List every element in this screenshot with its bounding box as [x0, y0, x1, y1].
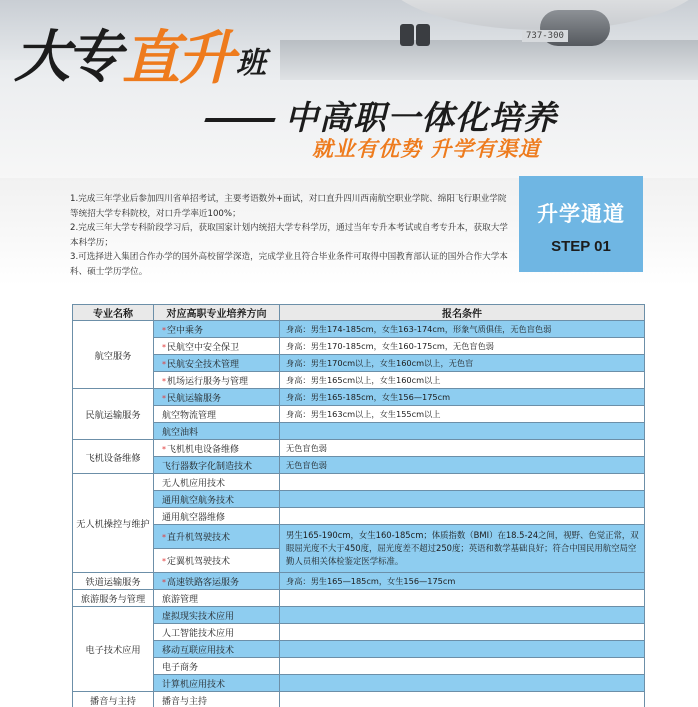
table-row [73, 372, 645, 389]
condition-cell: 身高：男生163cm以上，女生155cm以上 [280, 406, 645, 423]
badge-title: 升学通道 [537, 202, 625, 226]
major-cell [154, 508, 280, 525]
major-cell [154, 624, 280, 641]
pathway-badge [519, 176, 643, 272]
condition-cell [280, 508, 645, 525]
major-cell [154, 389, 280, 406]
condition-cell: 身高：男生165cm以上，女生160cm以上 [280, 372, 645, 389]
condition-cell [280, 675, 645, 692]
featured-star-icon: * [162, 359, 166, 369]
featured-star-icon: * [162, 376, 166, 386]
slogan: 就业有优势 升学有渠道 [312, 137, 541, 161]
major-name: 无人机应用技术 [162, 478, 226, 489]
major-name: 通用航空航务技术 [162, 495, 235, 506]
badge-step: STEP 01 [551, 238, 611, 255]
condition-cell [280, 491, 645, 508]
major-name: 播音与主持 [162, 696, 208, 707]
table-row [73, 573, 645, 590]
hero-banner [0, 0, 698, 180]
featured-star-icon: * [162, 557, 166, 566]
table-row [73, 423, 645, 440]
col-header-conditions: 报名条件 [280, 305, 645, 321]
major-cell [154, 573, 280, 590]
category-cell: 无人机操控与维护 [73, 474, 154, 573]
major-name: 电子商务 [162, 662, 199, 673]
runway-background [280, 40, 698, 80]
major-name: 空中乘务 [167, 325, 204, 336]
condition-cell [280, 692, 645, 707]
majors-table [72, 304, 645, 707]
major-name: 民航运输服务 [167, 393, 222, 404]
table-row [73, 406, 645, 423]
major-name: 直升机驾驶技术 [167, 533, 231, 543]
title-part-orange: 直升 [122, 24, 233, 92]
col-header-major: 专业名称 [73, 305, 154, 321]
intro-line: 1.完成三年学业后参加四川省单招考试，主要考语数外+面试，对口直升四川西南航空职业学院、绵阳飞行职业学院等统招大学专科院校，对口升学率近100%； [70, 194, 507, 219]
featured-star-icon: * [162, 444, 166, 454]
featured-star-icon: * [162, 342, 166, 352]
condition-cell: 身高：男生170cm以上，女生160cm以上，无色盲 [280, 355, 645, 372]
table-row [73, 491, 645, 508]
major-name: 民航安全技术管理 [167, 359, 240, 370]
major-cell [154, 549, 280, 573]
title-part-small: 班 [236, 46, 267, 81]
major-cell [154, 355, 280, 372]
table-row [73, 457, 645, 474]
plane-registration-tag: 737-300 [522, 30, 568, 42]
intro-line: 3.可选择进入集团合作办学的国外高校留学深造，完成学业且符合毕业条件可取得中国教育部认证的国外合作大学本科、硕士学历学位。 [70, 252, 508, 277]
title-part-black: 大专 [14, 25, 118, 90]
condition-cell: 无色盲色弱 [280, 457, 645, 474]
table-row [73, 525, 645, 549]
intro-text [70, 192, 510, 279]
table-row [73, 624, 645, 641]
major-cell [154, 641, 280, 658]
major-name: 虚拟现实技术应用 [162, 611, 235, 622]
featured-star-icon: * [162, 325, 166, 335]
table-row [73, 338, 645, 355]
table-row [73, 607, 645, 624]
major-cell [154, 321, 280, 338]
condition-cell [280, 658, 645, 675]
major-name: 飞机机电设备维修 [167, 444, 240, 455]
major-cell [154, 590, 280, 607]
table-row [73, 641, 645, 658]
table-body [73, 321, 645, 707]
major-cell [154, 525, 280, 549]
category-cell: 旅游服务与管理 [73, 590, 154, 607]
condition-cell [280, 607, 645, 624]
featured-star-icon: * [162, 577, 166, 587]
page-title [14, 24, 267, 92]
condition-cell [280, 423, 645, 440]
condition-cell: 男生165-190cm，女生160-185cm；体质指数（BMI）在18.5-24之间，视野、色觉正常，双眼屈光度不大于450度，屈光度差不超过250度；英语和数学基础良好；符合中国民用航空局空勤人员相关体检鉴定医学标准。 [280, 525, 645, 573]
subtitle: 中高职一体化培养 [285, 98, 557, 137]
table-row [73, 474, 645, 491]
major-name: 机场运行服务与管理 [167, 376, 249, 387]
major-name: 旅游管理 [162, 594, 199, 605]
major-cell [154, 607, 280, 624]
table-row [73, 658, 645, 675]
major-cell [154, 440, 280, 457]
condition-cell: 身高：男生174-185cm，女生163-174cm，形象气质俱佳，无色盲色弱 [280, 321, 645, 338]
table-row [73, 675, 645, 692]
condition-cell [280, 474, 645, 491]
major-name: 定翼机驾驶技术 [167, 557, 231, 567]
table-row [73, 590, 645, 607]
category-cell: 飞机设备维修 [73, 440, 154, 474]
major-name: 飞行器数字化制造技术 [162, 461, 253, 472]
table-row [73, 321, 645, 338]
major-cell [154, 338, 280, 355]
major-name: 人工智能技术应用 [162, 628, 235, 639]
condition-cell [280, 624, 645, 641]
landing-gear-image [400, 24, 414, 46]
subtitle-dash [204, 118, 275, 122]
category-cell: 民航运输服务 [73, 389, 154, 440]
condition-cell: 身高：男生165-185cm，女生156—175cm [280, 389, 645, 406]
table-row [73, 440, 645, 457]
featured-star-icon: * [162, 533, 166, 542]
major-name: 移动互联应用技术 [162, 645, 235, 656]
table-row [73, 508, 645, 525]
major-cell [154, 474, 280, 491]
condition-cell: 身高：男生170-185cm，女生160-175cm，无色盲色弱 [280, 338, 645, 355]
condition-cell [280, 641, 645, 658]
condition-cell [280, 590, 645, 607]
table-row [73, 692, 645, 707]
featured-star-icon: * [162, 393, 166, 403]
condition-cell: 无色盲色弱 [280, 440, 645, 457]
intro-line: 2.完成三年大学专科阶段学习后，获取国家计划内统招大学专科学历，通过当年专升本考试或自考专升本，获取大学本科学历； [70, 223, 508, 248]
major-name: 航空油料 [162, 427, 199, 438]
category-cell: 播音与主持 [73, 692, 154, 707]
table-row [73, 355, 645, 372]
major-cell [154, 675, 280, 692]
major-cell [154, 491, 280, 508]
major-name: 民航空中安全保卫 [167, 342, 240, 353]
major-cell [154, 406, 280, 423]
category-cell: 电子技术应用 [73, 607, 154, 692]
major-cell [154, 692, 280, 707]
major-name: 计算机应用技术 [162, 679, 226, 690]
col-header-direction: 对应高职专业培养方向 [154, 305, 280, 321]
major-name: 航空物流管理 [162, 410, 217, 421]
category-cell: 航空服务 [73, 321, 154, 389]
major-name: 高速铁路客运服务 [167, 577, 240, 588]
table-header-row [73, 305, 645, 321]
major-name: 通用航空器维修 [162, 512, 226, 523]
category-cell: 铁道运输服务 [73, 573, 154, 590]
major-cell [154, 423, 280, 440]
major-cell [154, 658, 280, 675]
landing-gear-image [416, 24, 430, 46]
table-row [73, 389, 645, 406]
major-cell [154, 372, 280, 389]
condition-cell: 身高：男生165—185cm，女生156—175cm [280, 573, 645, 590]
major-cell [154, 457, 280, 474]
